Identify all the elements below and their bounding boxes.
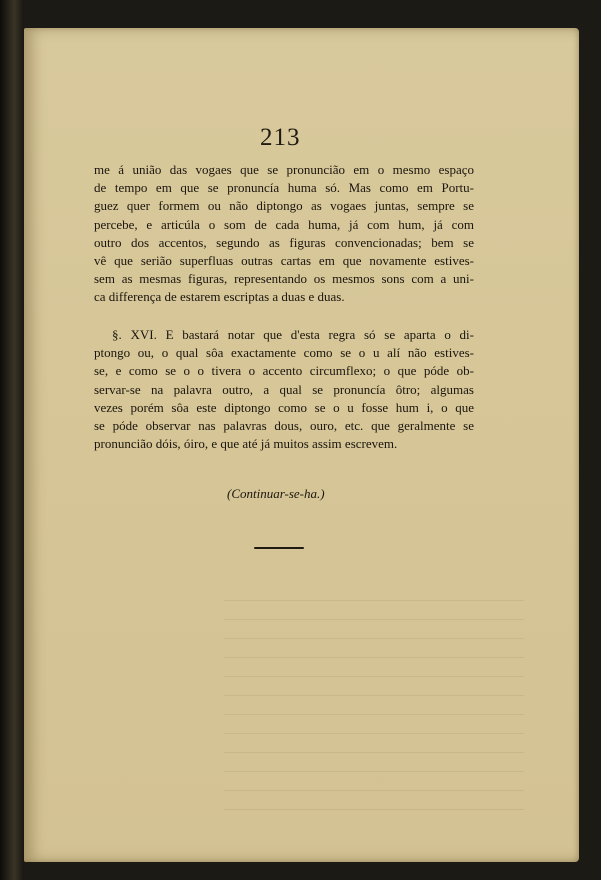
text-line: vezes porém sôa este diptongo como se o u fosse hum i, o que (94, 399, 474, 415)
text-line: ca differença de estarem escriptas a duas e duas. (94, 289, 345, 305)
paragraph-1 (94, 161, 474, 307)
continuation-note: (Continuar-se-ha.) (227, 486, 325, 501)
text-line: outro dos accentos, segundo as figuras convencionadas; bem se (94, 234, 474, 250)
section-divider (254, 547, 304, 549)
text-line: servar-se na palavra outro, a qual se pronuncía ôtro; algumas (94, 381, 474, 397)
text-line: percebe, e articúla o som de cada huma, já com hum, já com (94, 216, 474, 232)
facing-page-edge (0, 0, 24, 880)
text-line: se póde observar nas palavras dous, ouro, etc. que geralmente se (94, 418, 474, 434)
text-line: §. XVI. E bastará notar que d'esta regra só se aparta o di- (112, 327, 474, 342)
text-line: vê que serião superfluas outras cartas em que novamente estives- (94, 253, 474, 269)
text-line: guez quer formem ou não diptongo as vogaes juntas, sempre se (94, 198, 474, 214)
text-line: ptongo ou, o qual sôa exactamente como se o u alí não estives- (94, 345, 474, 361)
paragraph-2 (94, 326, 474, 453)
text-line: se, e como se o o tivera o accento circumflexo; o que póde ob- (94, 363, 474, 379)
text-line: de tempo em que se pronuncía huma só. Mas como em Portu- (94, 180, 474, 196)
page-number: 213 (260, 124, 301, 151)
book-page (24, 28, 579, 862)
text-line: pronuncião dóis, óiro, e que até já muitos assim escrevem. (94, 436, 398, 452)
text-line: sem as mesmas figuras, representando os mesmos sons com a uni- (94, 271, 474, 287)
text-line: me á união das vogaes que se pronuncião em o mesmo espaço (94, 162, 474, 177)
bleed-through-shadow (224, 588, 524, 828)
